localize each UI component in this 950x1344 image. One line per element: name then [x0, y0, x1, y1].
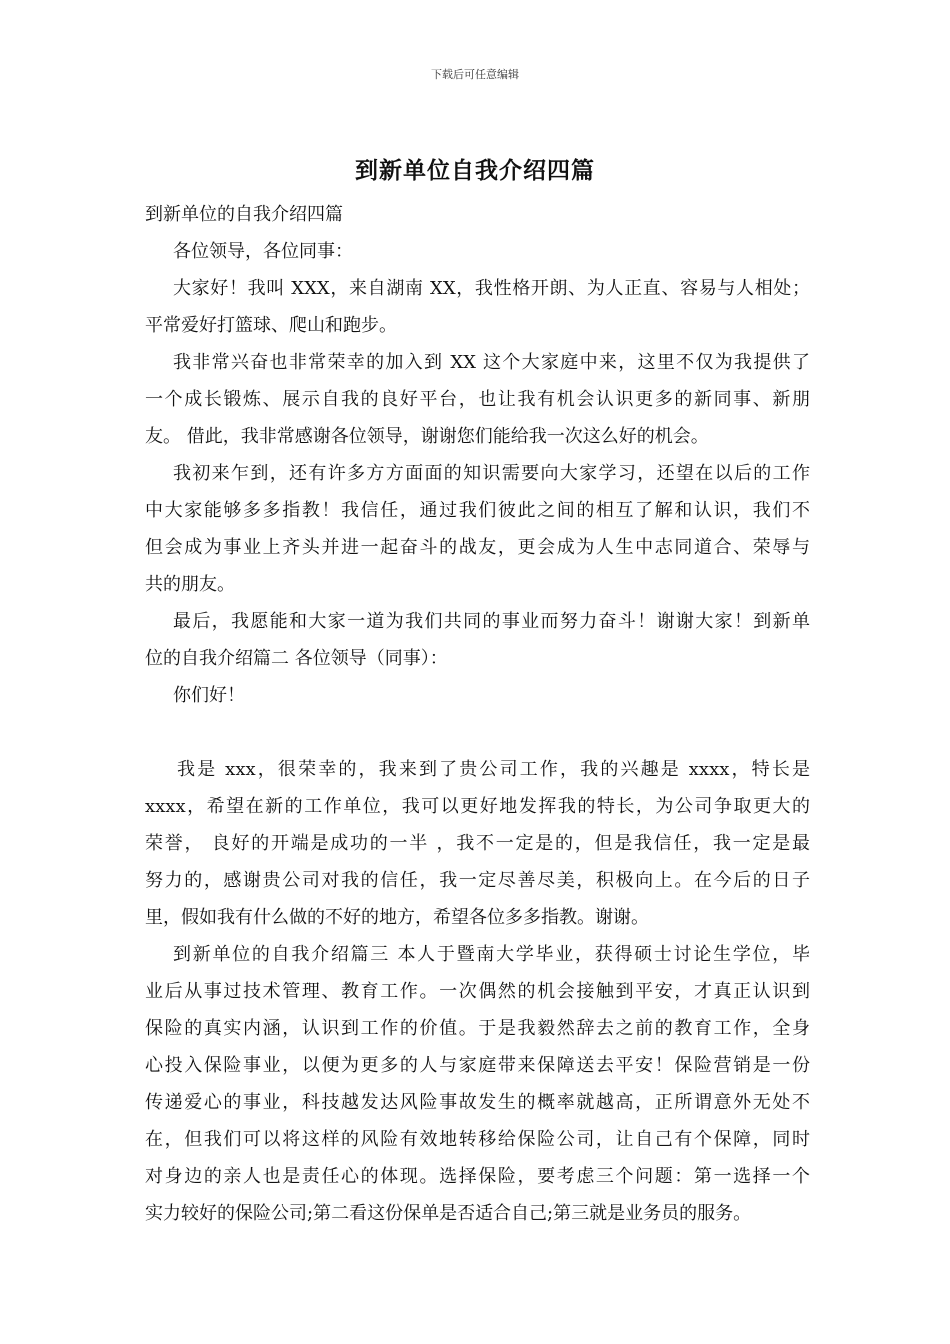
paragraph-line: 位的自我介绍篇二 各位领导（同事）：	[145, 648, 448, 669]
paragraph-line: 实力较好的保险公司;第二看这份保单是否适合自己;第三就是业务员的服务。	[145, 1203, 752, 1224]
paragraph-line: 中大家能够多多指教！我信任，通过我们彼此之间的相互了解和认识，我们不	[145, 500, 810, 521]
paragraph-line: 在，但我们可以将这样的风险有效地转移给保险公司，让自己有个保障，同时	[145, 1129, 810, 1150]
paragraph-line: 大家好！我叫 XXX，来自湖南 XX，我性格开朗、为人正直、容易与人相处；	[173, 278, 810, 299]
paragraph-line: xxxx，希望在新的工作单位，我可以更好地发挥我的特长，为公司争取更大的	[145, 796, 810, 817]
paragraph-line: 平常爱好打篮球、爬山和跑步。	[145, 315, 397, 336]
paragraph-line: 业后从事过技术管理、教育工作。一次偶然的机会接触到平安，才真正认识到	[145, 981, 810, 1002]
greeting-line: 你们好！	[173, 685, 245, 706]
paragraph-line: 保险的真实内涵，认识到工作的价值。于是我毅然辞去之前的教育工作，全身	[145, 1018, 810, 1039]
paragraph-line: 对身边的亲人也是责任心的体现。选择保险，要考虑三个问题：第一选择一个	[145, 1166, 810, 1187]
document-body	[145, 196, 810, 1232]
paragraph-line: 我是 xxx，很荣幸的，我来到了贵公司工作，我的兴趣是 xxxx，特长是	[177, 759, 810, 780]
paragraph-line: 传递爱心的事业，科技越发达风险事故发生的概率就越高，正所谓意外无处不	[145, 1092, 810, 1113]
page-header-note: 下载后可任意编辑	[431, 68, 519, 81]
paragraph-line: 心投入保险事业，以便为更多的人与家庭带来保障送去平安！保险营销是一份	[145, 1055, 810, 1076]
paragraph-line: 一个成长锻炼、展示自我的良好平台，也让我有机会认识更多的新同事、新朋	[145, 389, 810, 410]
greeting-line: 各位领导，各位同事：	[173, 241, 353, 262]
paragraph-line: 我非常兴奋也非常荣幸的加入到 XX 这个大家庭中来，这里不仅为我提供了	[173, 352, 810, 373]
blank-line	[145, 714, 810, 751]
paragraph-line: 共的朋友。	[145, 574, 235, 595]
paragraph-line: 友。 借此，我非常感谢各位领导，谢谢您们能给我一次这么好的机会。	[145, 426, 709, 447]
paragraph-line: 里，假如我有什么做的不好的地方，希望各位多多指教。谢谢。	[145, 907, 649, 928]
paragraph-line: 到新单位的自我介绍篇三 本人于暨南大学毕业，获得硕士讨论生学位，毕	[173, 944, 810, 965]
paragraph-line: 最后，我愿能和大家一道为我们共同的事业而努力奋斗！谢谢大家！到新单	[173, 611, 810, 632]
paragraph-line: 努力的，感谢贵公司对我的信任，我一定尽善尽美，积极向上。在今后的日子	[145, 870, 810, 891]
subtitle-line: 到新单位的自我介绍四篇	[145, 204, 343, 225]
paragraph-line: 但会成为事业上齐头并进一起奋斗的战友，更会成为人生中志同道合、荣辱与	[145, 537, 810, 558]
document-title: 到新单位自我介绍四篇	[355, 158, 595, 184]
paragraph-line: 荣誉， 良好的开端是成功的一半 ，我不一定是的，但是我信任，我一定是最	[145, 833, 810, 854]
paragraph-line: 我初来乍到，还有许多方方面面的知识需要向大家学习，还望在以后的工作	[173, 463, 810, 484]
